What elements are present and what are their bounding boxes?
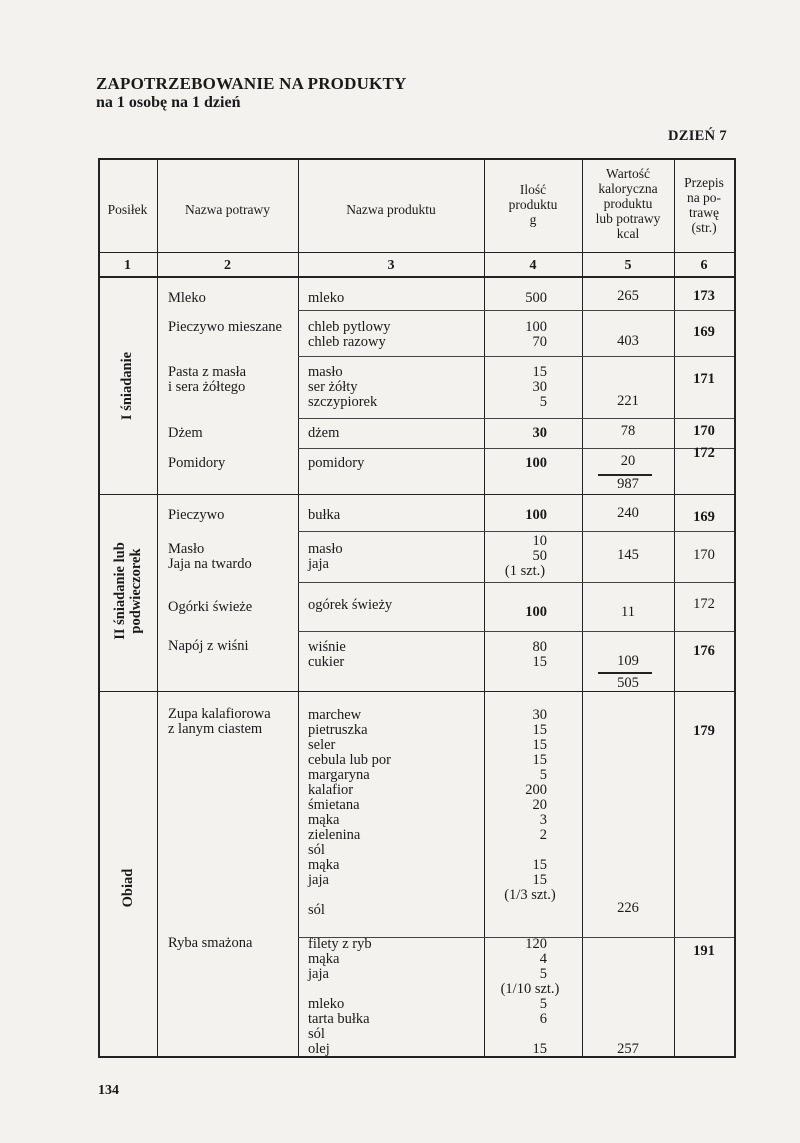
product-name: zielenina bbox=[308, 827, 361, 843]
col-header-kcal: Wartość kaloryczna produktu lub potrawy kcal bbox=[595, 166, 661, 241]
product-name: szczypiorek bbox=[308, 394, 378, 410]
product-name: jaja bbox=[308, 556, 329, 572]
product-amount: 15 bbox=[532, 872, 547, 888]
dish-name: Mleko bbox=[168, 290, 206, 306]
product-name: sól bbox=[308, 902, 325, 918]
kcal-value: 221 bbox=[617, 393, 639, 409]
product-name: mleko bbox=[308, 290, 345, 306]
meal-label-dinner: Obiad bbox=[120, 868, 136, 908]
product-amount: 15 bbox=[532, 654, 547, 670]
col-header-amount: Ilość produktu g bbox=[508, 182, 558, 227]
product-name: sól bbox=[308, 842, 325, 858]
kcal-value: 78 bbox=[620, 423, 636, 439]
product-name: mleko bbox=[308, 996, 345, 1012]
product-name: pomidory bbox=[308, 455, 365, 471]
recipe-page: 176 bbox=[693, 643, 715, 659]
dish-name: Pomidory bbox=[168, 455, 226, 471]
recipe-page: 170 bbox=[693, 423, 715, 439]
product-amount: 100 bbox=[525, 604, 547, 620]
page-title: ZAPOTRZEBOWANIE NA PRODUKTY bbox=[96, 74, 407, 93]
dish-name: Masło bbox=[168, 541, 205, 557]
product-amount: 15 bbox=[532, 364, 547, 380]
product-amount: 200 bbox=[525, 782, 547, 798]
dish-name: z lanym ciastem bbox=[168, 721, 263, 737]
product-amount: 70 bbox=[532, 334, 547, 350]
dish-name: Ogórki świeże bbox=[168, 599, 253, 615]
product-amount: 10 bbox=[532, 533, 547, 549]
product-amount: (1/10 szt.) bbox=[500, 981, 560, 997]
recipe-page: 179 bbox=[693, 723, 715, 739]
dish-name: i sera żółtego bbox=[168, 379, 246, 395]
dish-name: Ryba smażona bbox=[168, 935, 253, 951]
table-border-top bbox=[98, 158, 736, 160]
product-name: tarta bułka bbox=[308, 1011, 370, 1027]
col-number: 3 bbox=[387, 258, 395, 273]
product-name: pietruszka bbox=[308, 722, 368, 738]
recipe-page: 173 bbox=[693, 288, 715, 304]
product-amount: 5 bbox=[539, 996, 547, 1012]
meal-divider-1 bbox=[98, 494, 736, 495]
kcal-value: 403 bbox=[617, 333, 639, 349]
product-amount: 4 bbox=[539, 951, 547, 967]
product-amount: 3 bbox=[539, 812, 547, 828]
product-name: jaja bbox=[308, 872, 329, 888]
col-header-recipe: Przepis na po- trawę (str.) bbox=[684, 175, 724, 235]
meal-total-kcal: 987 bbox=[617, 476, 639, 492]
product-amount: 30 bbox=[532, 425, 547, 441]
kcal-value: 240 bbox=[617, 505, 639, 521]
meal-divider-2 bbox=[98, 691, 736, 692]
product-amount: 80 bbox=[532, 639, 547, 655]
product-name: mąka bbox=[308, 857, 340, 873]
product-name: ogórek świeży bbox=[308, 597, 393, 613]
col-header-product: Nazwa produktu bbox=[346, 202, 436, 217]
meal-label-second-breakfast: II śniadanie lub podwieczorek bbox=[112, 542, 144, 640]
dish-name: Pasta z masła bbox=[168, 364, 247, 380]
product-amount: 50 bbox=[532, 548, 547, 564]
product-name: cebula lub por bbox=[308, 752, 391, 768]
product-name: sól bbox=[308, 1026, 325, 1042]
product-amount: 15 bbox=[532, 722, 547, 738]
column-line bbox=[298, 158, 299, 1058]
product-amount: 500 bbox=[525, 290, 547, 306]
recipe-page: 172 bbox=[693, 596, 715, 612]
product-amount: 15 bbox=[532, 1041, 547, 1057]
product-name: olej bbox=[308, 1041, 330, 1057]
product-name: śmietana bbox=[308, 797, 360, 813]
product-name: margaryna bbox=[308, 767, 370, 783]
product-amount: 5 bbox=[539, 966, 547, 982]
product-name: marchew bbox=[308, 707, 362, 723]
kcal-value: 109 bbox=[617, 653, 639, 669]
column-number-divider bbox=[98, 276, 736, 278]
product-amount: 5 bbox=[539, 767, 547, 783]
sum-line bbox=[598, 672, 652, 674]
column-line bbox=[157, 158, 158, 1058]
product-amount: 15 bbox=[532, 737, 547, 753]
product-amount: 120 bbox=[525, 936, 547, 952]
product-amount: 30 bbox=[532, 379, 547, 395]
kcal-value: 226 bbox=[617, 900, 639, 916]
product-amount: 100 bbox=[525, 455, 547, 471]
product-name: dżem bbox=[308, 425, 340, 441]
header-divider bbox=[98, 252, 736, 253]
col-number: 2 bbox=[224, 258, 231, 273]
dish-name: Pieczywo bbox=[168, 507, 225, 523]
product-name: mąka bbox=[308, 812, 340, 828]
col-header-meal: Posiłek bbox=[107, 202, 148, 217]
product-name: mąka bbox=[308, 951, 340, 967]
col-number: 1 bbox=[124, 258, 131, 273]
product-name: filety z ryb bbox=[308, 936, 372, 952]
product-name: bułka bbox=[308, 507, 341, 523]
kcal-value: 11 bbox=[621, 604, 635, 620]
product-amount: 30 bbox=[532, 707, 547, 723]
product-amount: (1 szt.) bbox=[504, 563, 546, 579]
page-number: 134 bbox=[98, 1083, 119, 1098]
product-name: seler bbox=[308, 737, 336, 753]
meal-label-breakfast: I śniadanie bbox=[119, 351, 135, 421]
kcal-value: 145 bbox=[617, 547, 639, 563]
product-amount: 15 bbox=[532, 857, 547, 873]
kcal-value: 257 bbox=[617, 1041, 639, 1057]
dish-name: Zupa kalafiorowa bbox=[168, 706, 271, 722]
column-line bbox=[734, 158, 736, 1058]
dish-name: Pieczywo mieszane bbox=[168, 319, 282, 335]
menu-table bbox=[98, 158, 736, 1058]
col-number: 6 bbox=[700, 258, 708, 273]
col-number: 4 bbox=[529, 258, 537, 273]
kcal-value: 20 bbox=[620, 453, 636, 469]
product-amount: 100 bbox=[525, 319, 547, 335]
product-name: wiśnie bbox=[308, 639, 346, 655]
recipe-page: 171 bbox=[693, 371, 715, 387]
product-amount: 100 bbox=[525, 507, 547, 523]
product-name: chleb pytlowy bbox=[308, 319, 391, 335]
product-amount: 6 bbox=[539, 1011, 547, 1027]
product-amount: 5 bbox=[539, 394, 547, 410]
recipe-page: 191 bbox=[693, 943, 715, 959]
product-amount: 15 bbox=[532, 752, 547, 768]
dish-name: Napój z wiśni bbox=[168, 638, 249, 654]
recipe-page: 169 bbox=[693, 509, 715, 525]
col-header-dish: Nazwa potrawy bbox=[184, 202, 271, 217]
product-name: cukier bbox=[308, 654, 345, 670]
product-name: masło bbox=[308, 541, 343, 557]
meal-total-kcal: 505 bbox=[617, 675, 639, 691]
product-amount: 2 bbox=[539, 827, 547, 843]
dish-name: Jaja na twardo bbox=[168, 556, 252, 572]
product-name: ser żółty bbox=[308, 379, 358, 395]
column-line bbox=[98, 158, 100, 1058]
product-amount: (1/3 szt.) bbox=[504, 887, 556, 903]
product-name: kalafior bbox=[308, 782, 354, 798]
col-number: 5 bbox=[624, 258, 632, 273]
recipe-page: 169 bbox=[693, 324, 715, 340]
recipe-page: 172 bbox=[693, 445, 715, 461]
product-amount: 20 bbox=[532, 797, 547, 813]
dish-name: Dżem bbox=[168, 425, 203, 441]
kcal-value: 265 bbox=[617, 288, 639, 304]
day-label: DZIEŃ 7 bbox=[668, 128, 727, 144]
recipe-page: 170 bbox=[693, 547, 715, 563]
product-name: jaja bbox=[308, 966, 329, 982]
page-subtitle: na 1 osobę na 1 dzień bbox=[96, 94, 241, 111]
product-name: chleb razowy bbox=[308, 334, 386, 350]
product-name: masło bbox=[308, 364, 343, 380]
